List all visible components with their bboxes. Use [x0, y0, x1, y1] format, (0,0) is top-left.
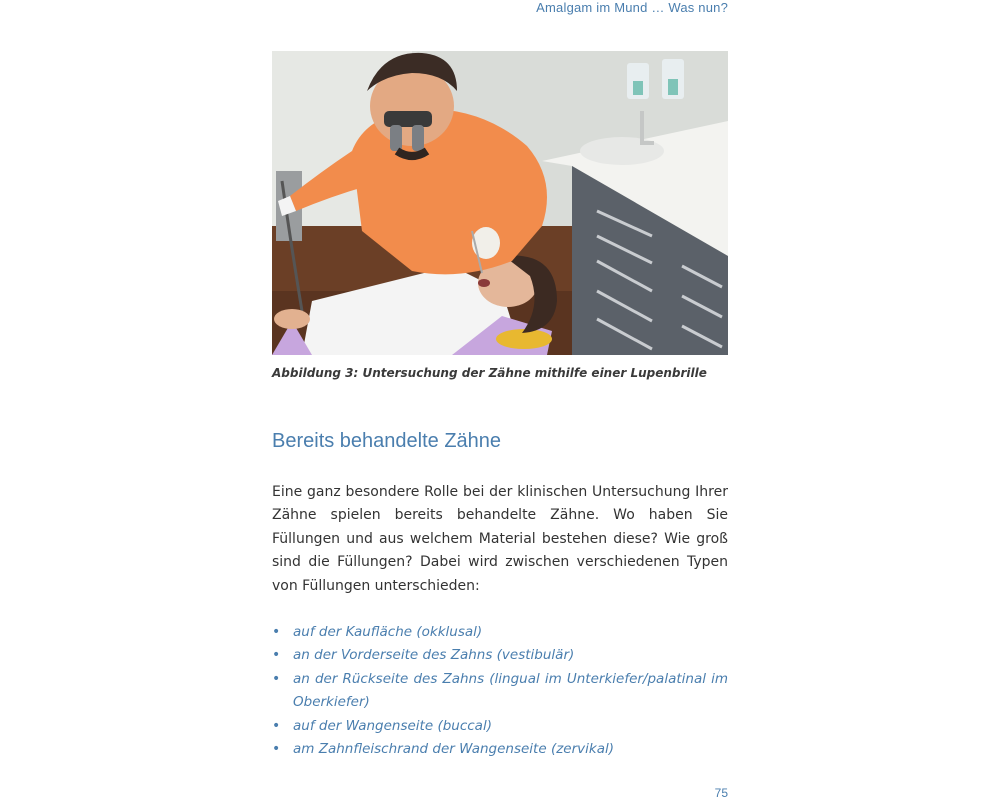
- figure-dentist-photo: [272, 51, 728, 355]
- body-paragraph: Eine ganz besondere Rolle bei der klinischen Untersuchung Ihrer Zähne spielen bereits behandelte Zähne. Wo haben Sie Füllungen und aus welchem Material bestehen diese? Wie groß sind die Füllungen? Dabei wird zwischen verschiedenen Typen von Füllungen unterschieden:: [272, 484, 728, 594]
- photo-dentist-glove-right: [472, 227, 500, 259]
- bullet-icon: •: [272, 741, 281, 758]
- list-item-text: an der Rückseite des Zahns (lingual im Unterkiefer/palatinal im Oberkiefer): [293, 670, 728, 711]
- list-item: [272, 644, 728, 667]
- dentist-photo-illustration: [272, 51, 728, 355]
- filling-types-list: [272, 621, 728, 761]
- list-item-text: an der Vorderseite des Zahns (vestibulär): [293, 647, 575, 664]
- list-item: [272, 715, 728, 738]
- list-item-text: auf der Kaufläche (okklusal): [293, 624, 483, 640]
- bullet-icon: •: [272, 717, 281, 734]
- list-item-text: am Zahnfleischrand der Wangenseite (zervikal): [293, 741, 615, 758]
- photo-loupe-left: [390, 125, 402, 151]
- page-number: 75: [714, 786, 728, 800]
- list-item: [272, 738, 728, 761]
- bullet-icon: •: [272, 624, 281, 640]
- photo-dispenser-liquid-1: [633, 81, 643, 95]
- list-item: [272, 668, 728, 715]
- running-header: Amalgam im Mund … Was nun?: [536, 0, 728, 15]
- section-heading: Bereits behandelte Zähne: [272, 430, 502, 452]
- bullet-icon: •: [272, 670, 281, 687]
- figure-caption: Abbildung 3: Untersuchung der Zähne mithilfe einer Lupenbrille: [272, 366, 707, 380]
- list-item: [272, 621, 728, 644]
- list-item-text: auf der Wangenseite (buccal): [293, 717, 492, 734]
- bullet-icon: •: [272, 647, 281, 664]
- photo-patient-hand: [274, 309, 310, 329]
- photo-loupe-right: [412, 125, 424, 151]
- photo-dispenser-liquid-2: [668, 79, 678, 95]
- photo-patient-mouth: [478, 279, 490, 287]
- photo-loupe-glasses: [384, 111, 432, 127]
